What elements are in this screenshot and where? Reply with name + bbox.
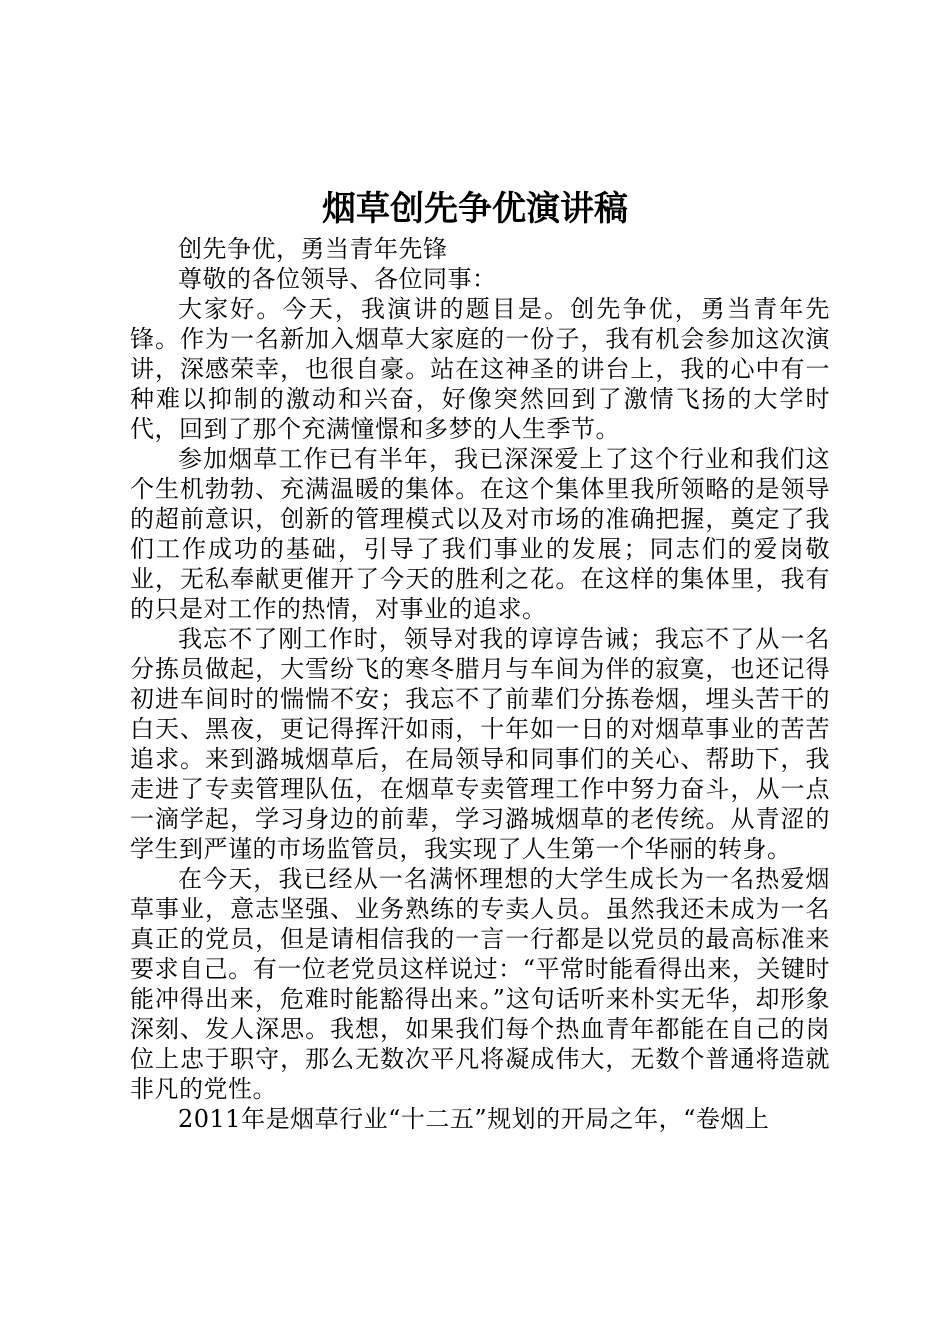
paragraph: 我忘不了刚工作时，领导对我的谆谆告诫；我忘不了从一名分拣员做起，大雪纷飞的寒冬腊月与车间为伴的寂寞，也还记得初进车间时的惴惴不安；我忘不了前辈们分拣卷烟，埋头苦干的白天、黑夜，更记得挥汗如雨，十年如一日的对烟草事业的苦苦追求。来到潞城烟草后，在局领导和同事们的关心、帮助下，我走进了专卖管理队伍，在烟草专卖管理工作中努力奋斗，从一点一滴学起，学习身边的前辈，学习潞城烟草的老传统。从青涩的学生到严谨的市场监管员，我实现了人生第一个华丽的转身。 bbox=[130, 625, 830, 863]
document-body bbox=[130, 234, 830, 1134]
paragraph: 在今天，我已经从一名满怀理想的大学生成长为一名热爱烟草事业，意志坚强、业务熟练的专卖人员。虽然我还未成为一名真正的党员，但是请相信我的一言一行都是以党员的最高标准来要求自己。有一位老党员这样说过：“平常时能看得出来，关键时能冲得出来，危难时能豁得出来。”这句话听来朴实无华，却形象深刻、发人深思。我想，如果我们每个热血青年都能在自己的岗位上忠于职守，那么无数次平凡将凝成伟大，无数个普通将造就非凡的党性。 bbox=[130, 865, 830, 1103]
paragraph: 大家好。今天，我演讲的题目是。创先争优，勇当青年先锋。作为一名新加入烟草大家庭的一份子，我有机会参加这次演讲，深感荣幸，也很自豪。站在这神圣的讲台上，我的心中有一种难以抑制的激动和兴奋，好像突然回到了激情飞扬的大学时代，回到了那个充满憧憬和多梦的人生季节。 bbox=[130, 295, 830, 443]
paragraph: 参加烟草工作已有半年，我已深深爱上了这个行业和我们这个生机勃勃、充满温暖的集体。在这个集体里我所领略的是领导的超前意识，创新的管理模式以及对市场的准确把握，奠定了我们工作成功的基础，引导了我们事业的发展；同志们的爱岗敬业，无私奉献更催开了今天的胜利之花。在这样的集体里，我有的只是对工作的热情，对事业的追求。 bbox=[130, 445, 830, 623]
paragraph-salutation: 尊敬的各位领导、各位同事： bbox=[178, 265, 497, 293]
paragraph: 2011年是烟草行业“十二五”规划的开局之年，“卷烟上 bbox=[178, 1105, 770, 1133]
document-title: 烟草创先争优演讲稿 bbox=[322, 189, 628, 229]
paragraph-subtitle: 创先争优，勇当青年先锋 bbox=[178, 235, 448, 263]
